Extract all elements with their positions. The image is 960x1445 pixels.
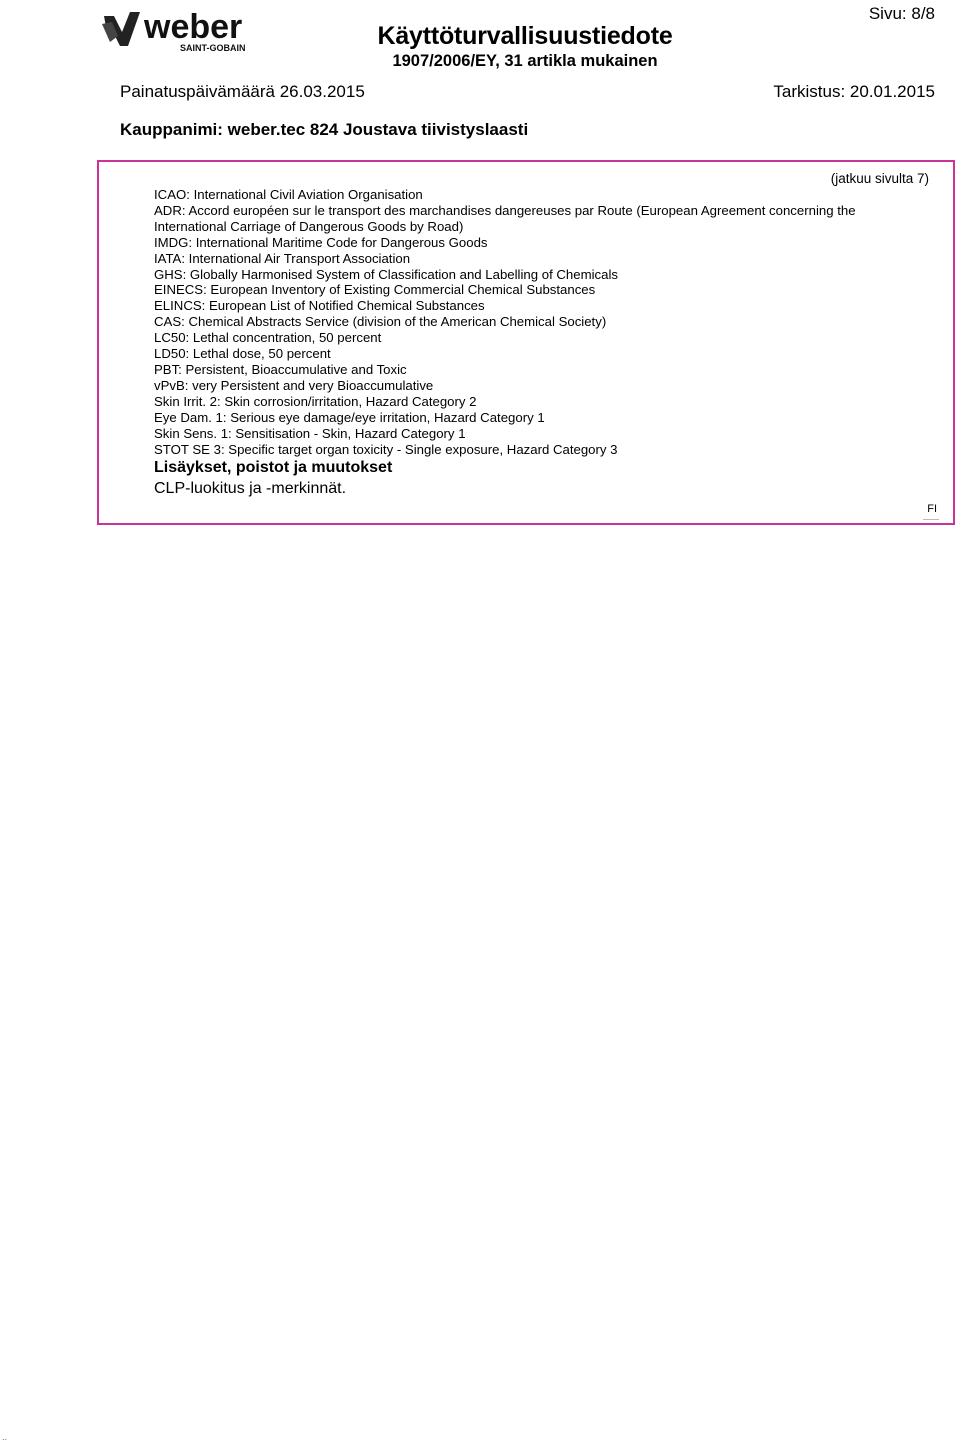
abbreviation-item: STOT SE 3: Specific target organ toxicity - Single exposure, Hazard Category 3	[154, 441, 618, 457]
language-code: FI	[927, 503, 937, 515]
abbreviation-item: LD50: Lethal dose, 50 percent	[154, 346, 331, 362]
abbreviation-item: CAS: Chemical Abstracts Service (division of the American Chemical Society)	[154, 314, 607, 330]
abbreviation-item: ICAO: International Civil Aviation Organisation	[154, 187, 423, 202]
corner-mark: ..	[2, 1432, 8, 1442]
logo-brand: weber	[144, 8, 243, 46]
abbreviation-item: EINECS: European Inventory of Existing Commercial Chemical Substances	[154, 282, 596, 298]
page-number: Sivu: 8/8	[868, 4, 935, 23]
abbreviation-item: Skin Sens. 1: Sensitisation - Skin, Hazard Category 1	[154, 425, 466, 441]
abbreviation-item: IMDG: International Maritime Code for Dangerous Goods	[154, 234, 488, 250]
section-heading: Lisäykset, poistot ja muutokset	[154, 459, 393, 476]
document-subtitle: 1907/2006/EY, 31 artikla mukainen	[392, 52, 658, 70]
abbreviation-item: Skin Irrit. 2: Skin corrosion/irritation, Hazard Category 2	[154, 393, 477, 409]
trade-name: Kauppanimi: weber.tec 824 Joustava tiivistyslaasti	[120, 120, 529, 139]
abbreviation-item: International Carriage of Dangerous Goods by Road)	[154, 218, 464, 234]
continued-from-label: (jatkuu sivulta 7)	[830, 171, 929, 186]
abbreviation-item: IATA: International Air Transport Association	[154, 250, 411, 266]
abbreviation-list	[154, 187, 944, 457]
abbreviation-item: ELINCS: European List of Notified Chemical Substances	[154, 298, 485, 314]
abbreviation-item: PBT: Persistent, Bioaccumulative and Toxic	[154, 361, 407, 377]
weber-logo-mark-icon	[100, 8, 256, 54]
abbreviation-item: LC50: Lethal concentration, 50 percent	[154, 330, 382, 346]
language-underline	[923, 519, 939, 520]
content-box	[97, 160, 955, 525]
logo-sub-brand: SAINT-GOBAIN	[180, 43, 246, 53]
section-text: CLP-luokitus ja -merkinnät.	[154, 480, 347, 497]
document-title: Käyttöturvallisuustiedote	[377, 22, 673, 50]
abbreviation-item: ADR: Accord européen sur le transport des marchandises dangereuses par Route (European Agreement concerning the	[154, 202, 856, 218]
abbreviation-item: Eye Dam. 1: Serious eye damage/eye irritation, Hazard Category 1	[154, 409, 545, 425]
abbreviation-item: vPvB: very Persistent and very Bioaccumulative	[154, 377, 434, 393]
print-date: Painatuspäivämäärä 26.03.2015	[120, 82, 365, 101]
weber-logo	[100, 8, 256, 54]
revision-date: Tarkistus: 20.01.2015	[773, 82, 935, 101]
abbreviation-item: GHS: Globally Harmonised System of Classification and Labelling of Chemicals	[154, 266, 618, 282]
